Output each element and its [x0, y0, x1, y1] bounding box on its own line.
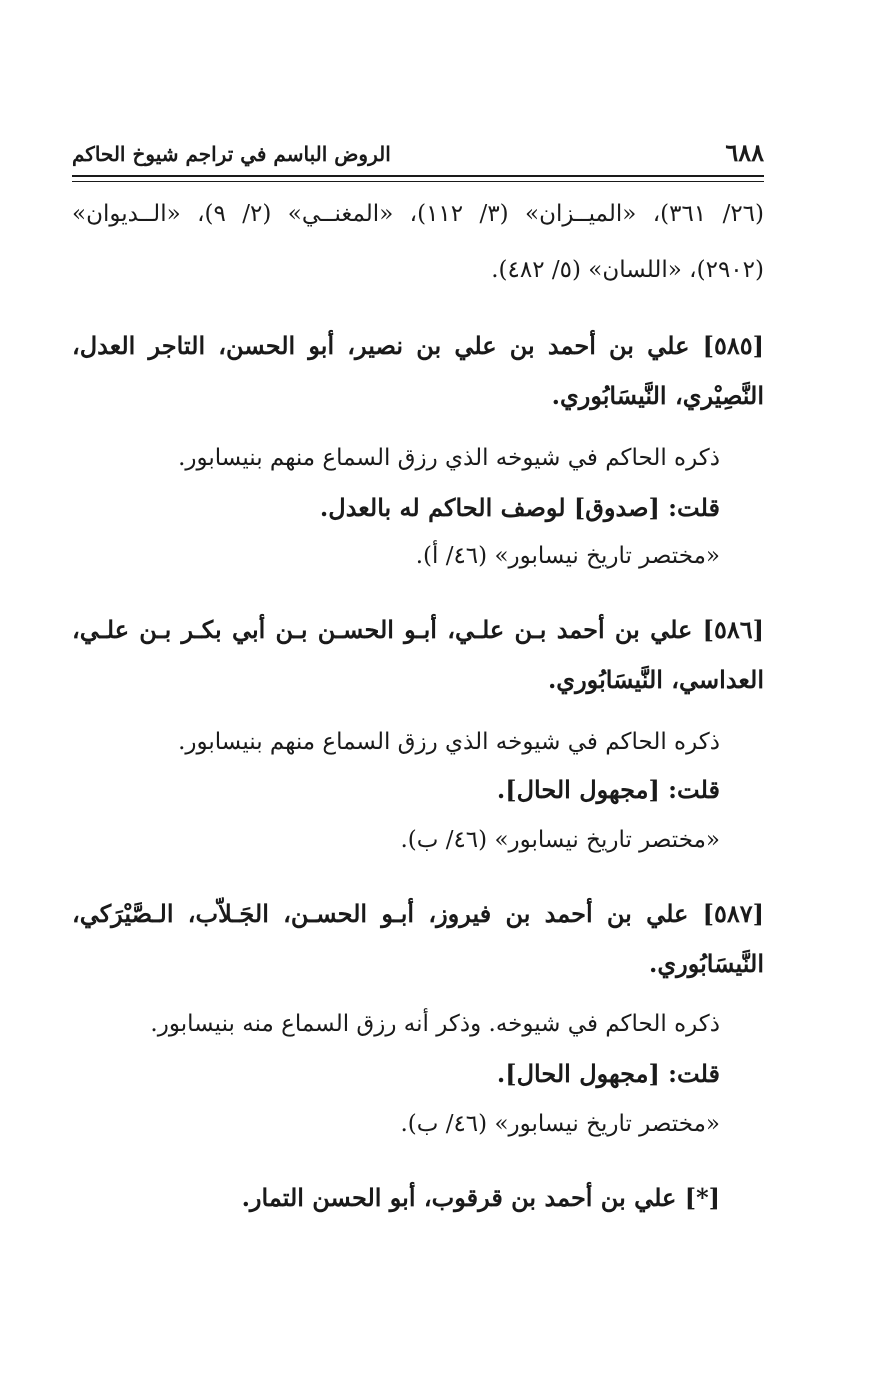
- header-rule-thin: [72, 181, 764, 182]
- page-header: [72, 138, 764, 170]
- entry-heading: النَّصِيْري، النَّيسَابُوري.: [551, 381, 764, 410]
- entry-source: «مختصر تاريخ نيسابور» (٤٦/ ب).: [400, 827, 720, 853]
- intro-line: (٢٦/ ٣٦١)، «الميــزان» (٣/ ١١٢)، «المغنــي» (٢/ ٩)، «الــديوان»: [72, 201, 765, 227]
- page-number: ٦٨٨: [725, 138, 764, 167]
- entry-heading: [٥٨٧] علي بن أحمد بن فيروز، أبـو الحسـن، الجَـلاّب، الـصَّيْرَكي،: [72, 899, 764, 928]
- entry-verdict: قلت: [مجهول الحال].: [496, 1059, 720, 1088]
- running-title: الروض الباسم في تراجم شيوخ الحاكم: [72, 142, 391, 166]
- entry-heading: العداسي، النَّيسَابُوري.: [547, 665, 764, 694]
- entry-heading: النَّيسَابُوري.: [649, 949, 764, 978]
- intro-line: (٢٩٠٢)، «اللسان» (٥/ ٤٨٢).: [491, 257, 764, 283]
- entry-verdict: قلت: [مجهول الحال].: [496, 775, 720, 804]
- entry-body: ذكره الحاكم في شيوخه. وذكر أنه رزق السماع منه بنيسابور.: [150, 1011, 720, 1037]
- entry-source: «مختصر تاريخ نيسابور» (٤٦/ ب).: [400, 1111, 720, 1137]
- entry-heading: [٥٨٥] علي بن أحمد بن علي بن نصير، أبو الحسن، التاجر العدل،: [72, 331, 764, 360]
- entry-verdict: قلت: [صدوق] لوصف الحاكم له بالعدل.: [319, 493, 720, 522]
- book-page: [72, 0, 764, 1386]
- entry-source: «مختصر تاريخ نيسابور» (٤٦/ أ).: [415, 543, 720, 569]
- entry-heading: [٥٨٦] علي بن أحمد بـن علـي، أبـو الحسـن بـن أبي بكـر بـن علـي،: [72, 615, 764, 644]
- entry-body: ذكره الحاكم في شيوخه الذي رزق السماع منهم بنيسابور.: [178, 445, 720, 471]
- header-rule-thick: [72, 175, 764, 177]
- starred-entry: [*] علي بن أحمد بن قرقوب، أبو الحسن التمار.: [241, 1183, 720, 1212]
- entry-body: ذكره الحاكم في شيوخه الذي رزق السماع منهم بنيسابور.: [178, 729, 720, 755]
